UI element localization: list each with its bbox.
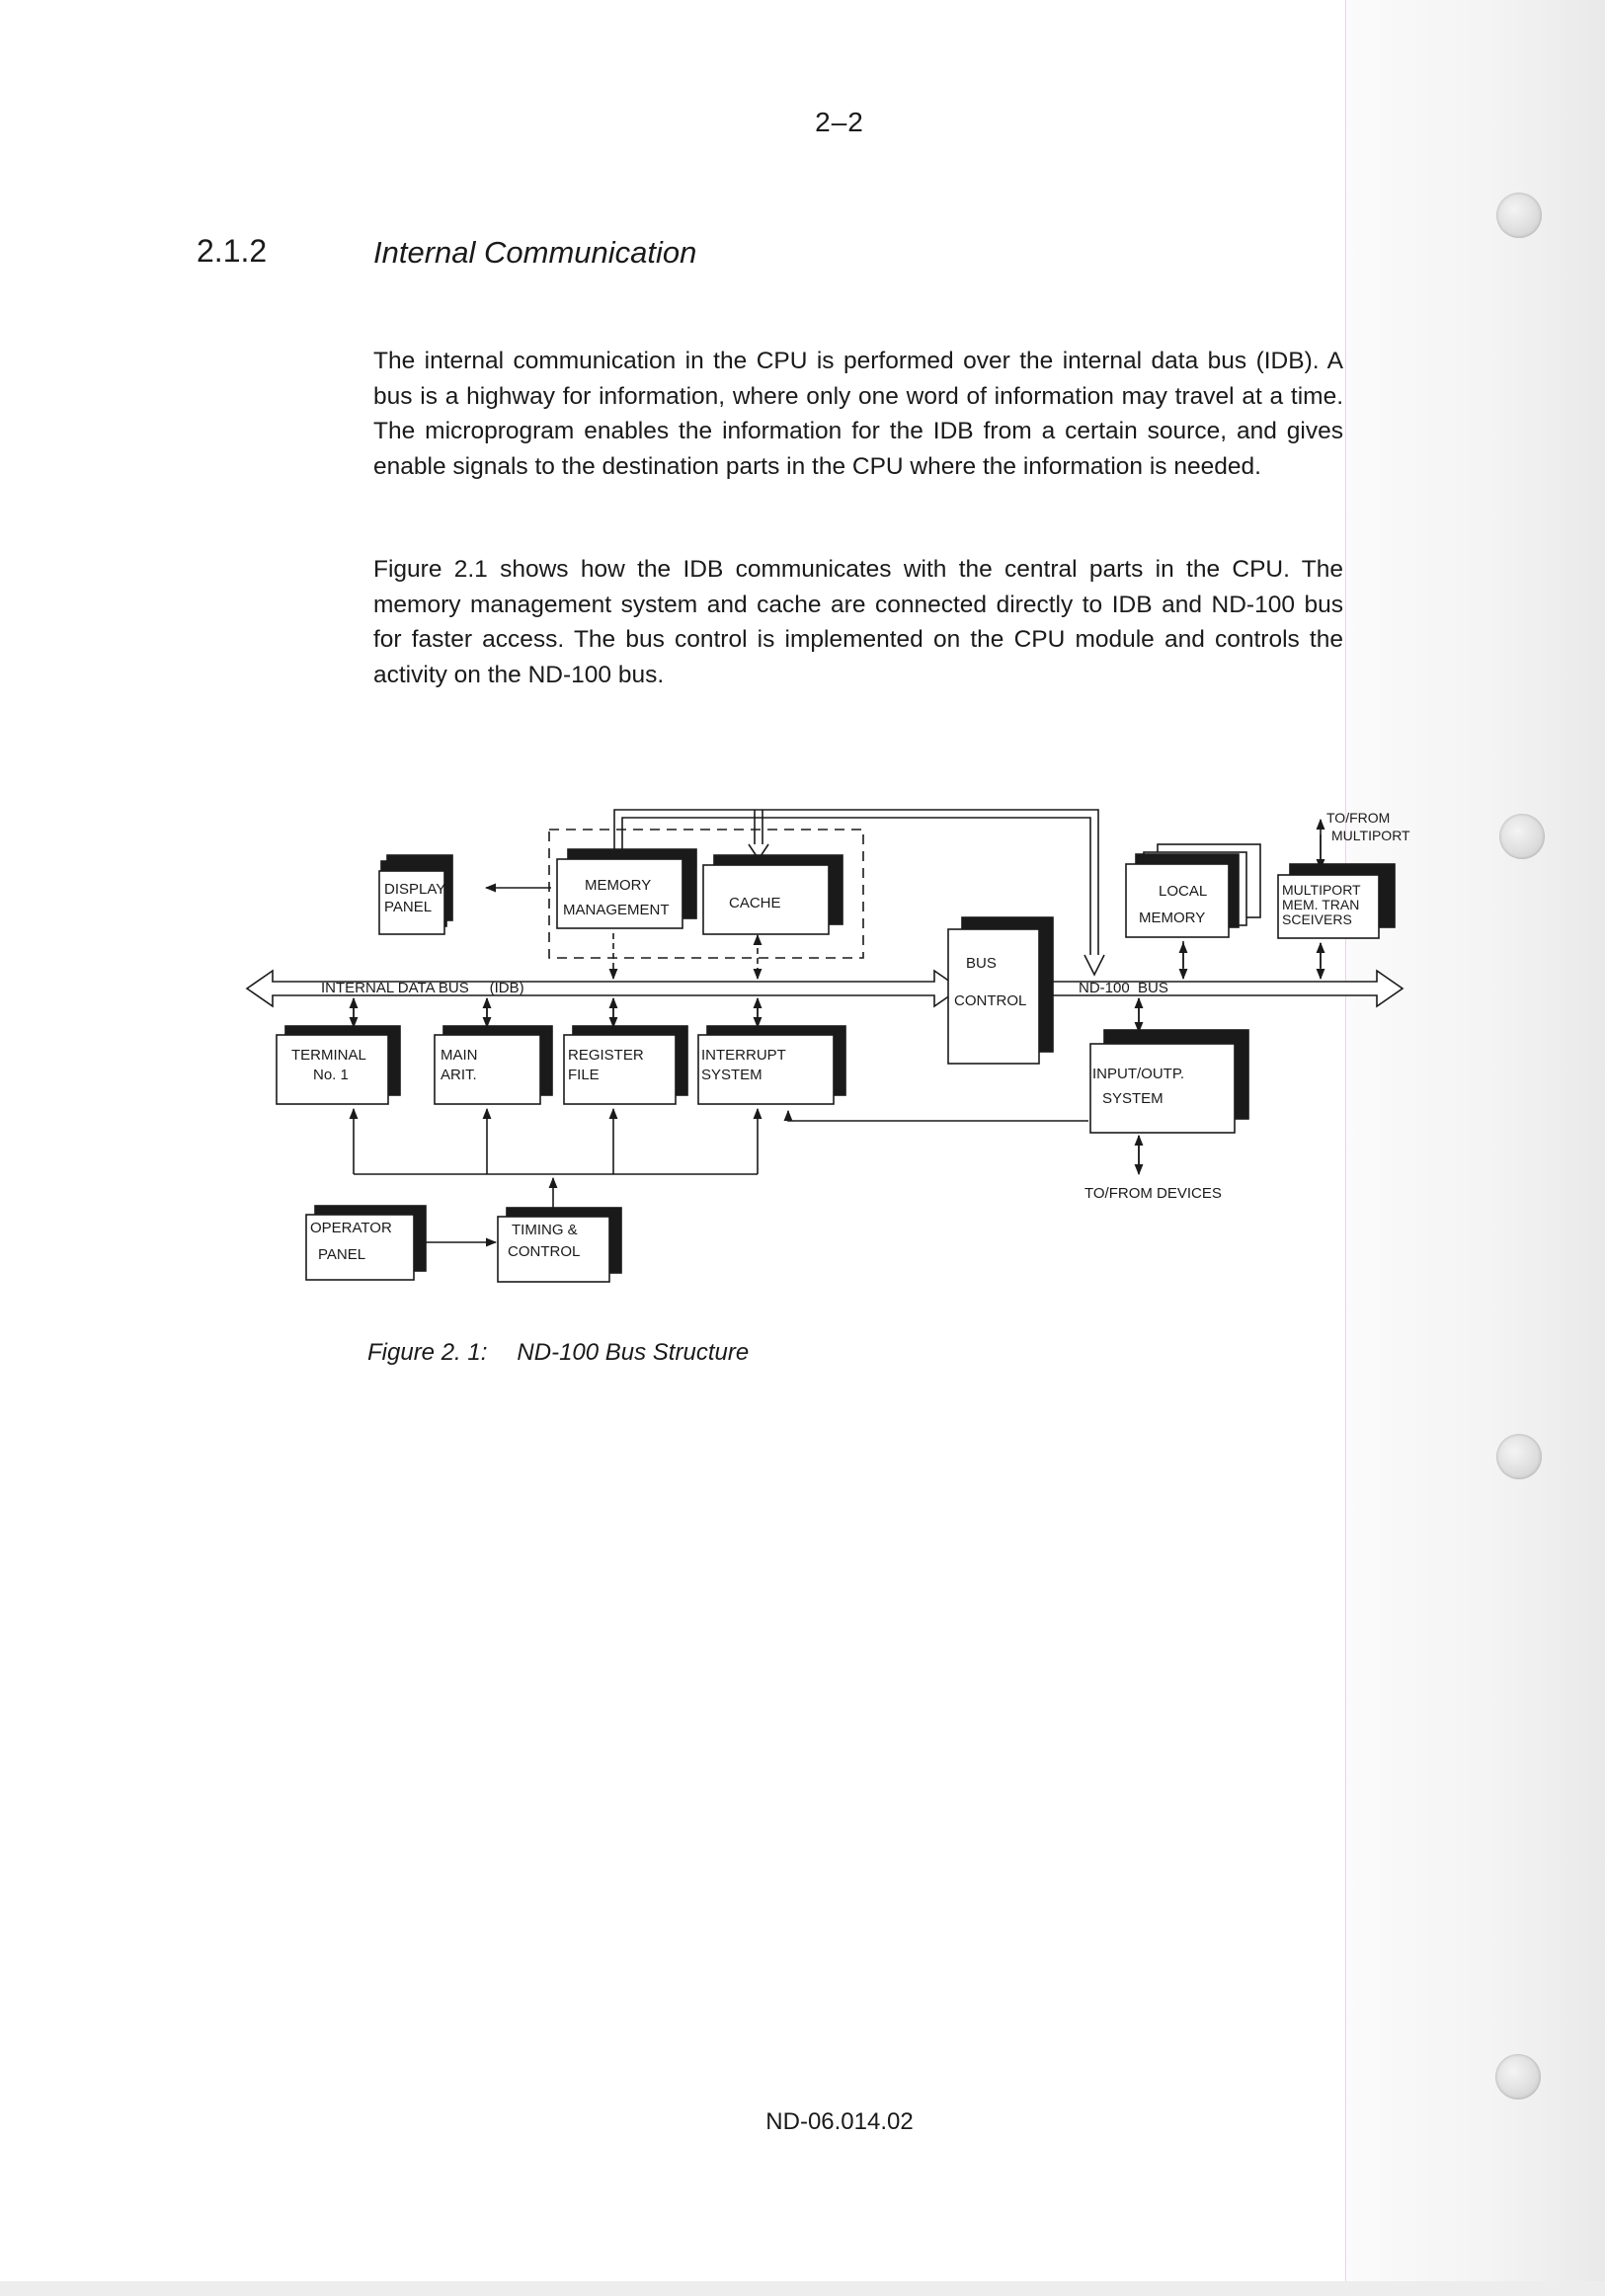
to-from-multiport-label: MULTIPORT [1331,828,1410,843]
multiport-label: MULTIPORT [1282,882,1361,898]
punch-hole [1496,193,1542,238]
local-memory-label: MEMORY [1139,910,1206,926]
bus-structure-diagram [237,795,1422,1308]
io-system-label: INPUT/OUTP. [1092,1066,1185,1082]
bottom-edge [0,2281,1605,2296]
operator-panel-block [306,1206,426,1280]
memory-management-label: MEMORY [585,877,652,894]
section-number: 2.1.2 [197,233,268,269]
punch-hole [1496,1434,1542,1479]
to-from-devices-label: TO/FROM DEVICES [1084,1185,1222,1202]
idb-label: INTERNAL DATA BUS (IDB) [321,980,524,996]
multiport-label: SCEIVERS [1282,911,1352,927]
operator-panel-label: OPERATOR [310,1220,392,1236]
multiport-label: MEM. TRAN [1282,897,1360,912]
memory-management-label: MANAGEMENT [563,902,670,918]
timing-control-label: CONTROL [508,1243,581,1260]
display-panel-label: DISPLAY [384,881,446,898]
main-arit-label: ARIT. [441,1067,477,1083]
display-panel-label: PANEL [384,899,433,915]
figure-caption-text: ND-100 Bus Structure [517,1339,750,1366]
punch-hole [1499,814,1545,859]
main-arit-block [435,1026,552,1104]
register-file-block [564,1026,687,1104]
figure-caption [367,1339,749,1367]
bus-control-label: CONTROL [954,992,1027,1009]
timing-control-label: TIMING & [512,1222,578,1238]
document-number: ND-06.014.02 [765,2108,914,2135]
to-from-multiport-label: TO/FROM [1326,810,1391,826]
terminal-label: No. 1 [313,1067,349,1083]
register-file-label: FILE [568,1067,600,1083]
nd100-bus-label: ND-100 BUS [1079,980,1168,996]
io-interrupt-line [788,1111,1088,1121]
section-title: Internal Communication [373,235,697,270]
terminal-label: TERMINAL [291,1047,366,1064]
loop-to-nd-head [1084,955,1104,975]
interrupt-system-block [698,1026,845,1104]
punch-hole [1495,2054,1541,2099]
interrupt-system-label: SYSTEM [701,1067,762,1083]
bus-control-block [948,917,1053,1064]
operator-panel-label: PANEL [318,1246,366,1263]
terminal-block [277,1026,400,1104]
page-number: 2–2 [815,107,864,137]
interrupt-system-label: INTERRUPT [701,1047,786,1064]
bus-control-label: BUS [966,955,997,972]
io-system-label: SYSTEM [1102,1090,1164,1107]
main-arit-label: MAIN [441,1047,478,1064]
paragraph-2: Figure 2.1 shows how the IDB communicates with the central parts in the CPU. The memory management system and cache are connected directly to IDB and ND-100 bus for faster access. The bus control is implemented on the CPU module and controls the activity on the ND-100 bus. [373,556,1343,688]
local-memory-label: LOCAL [1159,883,1208,900]
figure-caption-label: Figure 2. 1: [367,1339,488,1366]
cache-label: CACHE [729,895,781,911]
paragraph-1: The internal communication in the CPU is performed over the internal data bus (IDB). A bus is a highway for information, where only one word of information may travel at a time. The microprogram enables the information for the IDB from a certain source, and gives enable signals to the destination parts in the CPU where the information is needed. [373,348,1343,480]
register-file-label: REGISTER [568,1047,644,1064]
